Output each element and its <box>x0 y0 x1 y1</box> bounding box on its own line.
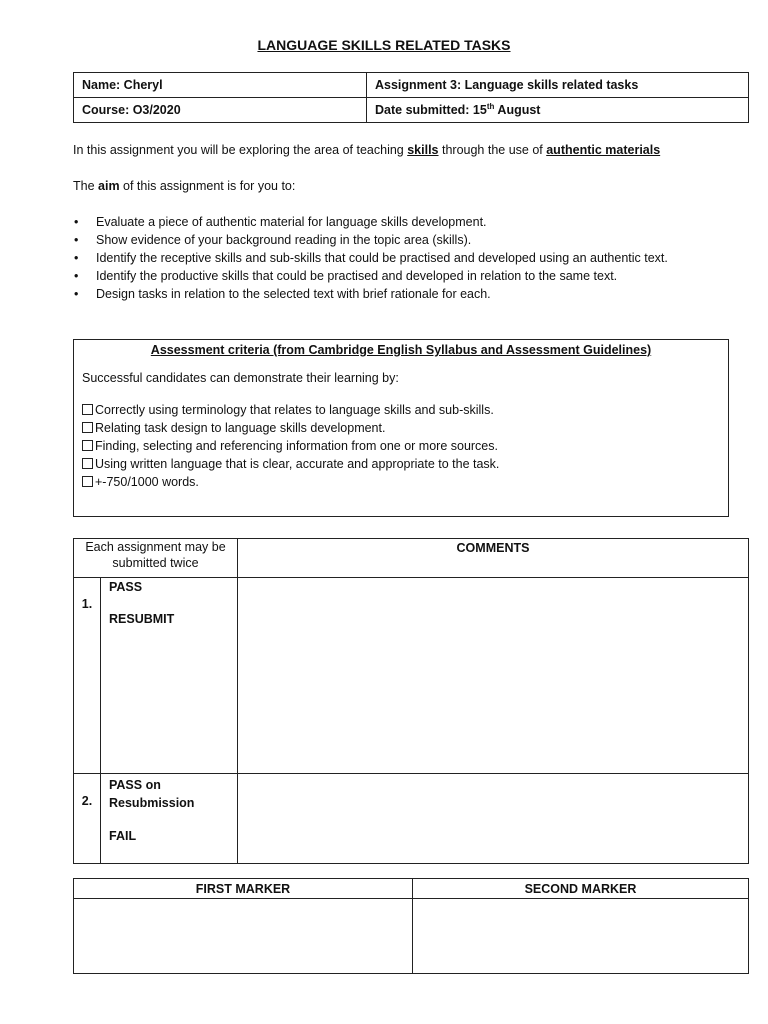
assignment-title: Assignment 3: Language skills related tasks <box>367 73 749 98</box>
list-item: • Identify the receptive skills and sub-skills that could be practised and developed using an authentic text. <box>73 249 733 267</box>
criteria-intro: Successful candidates can demonstrate their learning by: <box>82 371 399 385</box>
result-options: PASS RESUBMIT <box>101 578 238 774</box>
list-item: • Show evidence of your background reading in the topic area (skills). <box>73 231 733 249</box>
assessment-criteria-box <box>73 339 729 517</box>
row-number: 1. <box>74 578 101 774</box>
assignment-header-table <box>73 72 749 123</box>
page-title: LANGUAGE SKILLS RELATED TASKS <box>257 37 511 53</box>
checkbox-icon <box>82 404 93 415</box>
second-marker-cell[interactable] <box>413 899 749 974</box>
comments-table <box>73 538 749 864</box>
criteria-title: Assessment criteria (from Cambridge English Syllabus and Assessment Guidelines) <box>150 343 652 357</box>
list-item: • Identify the productive skills that could be practised and developed in relation to the same text. <box>73 267 733 285</box>
aims-bullet-list <box>73 213 733 303</box>
checkbox-icon <box>82 422 93 433</box>
criteria-item: Using written language that is clear, accurate and appropriate to the task. <box>82 455 720 473</box>
checkbox-icon <box>82 440 93 451</box>
criteria-item: Correctly using terminology that relates to language skills and sub-skills. <box>82 401 720 419</box>
aim-paragraph: The aim of this assignment is for you to: <box>73 179 296 193</box>
intro-paragraph: In this assignment you will be exploring the area of teaching skills through the use of authentic materials <box>73 143 661 157</box>
criteria-item: +-750/1000 words. <box>82 473 720 491</box>
marker-table <box>73 878 749 974</box>
list-item: • Design tasks in relation to the selected text with brief rationale for each. <box>73 285 733 303</box>
table-row <box>74 578 749 774</box>
row-number: 2. <box>74 774 101 864</box>
second-marker-header: SECOND MARKER <box>413 879 749 899</box>
first-marker-header: FIRST MARKER <box>74 879 413 899</box>
result-options: PASS on Resubmission FAIL <box>101 774 238 864</box>
criteria-item: Finding, selecting and referencing information from one or more sources. <box>82 437 720 455</box>
checkbox-icon <box>82 476 93 487</box>
criteria-item: Relating task design to language skills development. <box>82 419 720 437</box>
table-row <box>74 774 749 864</box>
date-submitted: Date submitted: 15th August <box>367 98 749 123</box>
course-code: Course: O3/2020 <box>74 98 367 123</box>
comments-header: COMMENTS <box>238 539 749 578</box>
comments-cell[interactable] <box>238 774 749 864</box>
first-marker-cell[interactable] <box>74 899 413 974</box>
checkbox-icon <box>82 458 93 469</box>
list-item: • Evaluate a piece of authentic material for language skills development. <box>73 213 733 231</box>
submission-note: Each assignment may be submitted twice <box>74 539 238 578</box>
student-name: Name: Cheryl <box>74 73 367 98</box>
comments-cell[interactable] <box>238 578 749 774</box>
